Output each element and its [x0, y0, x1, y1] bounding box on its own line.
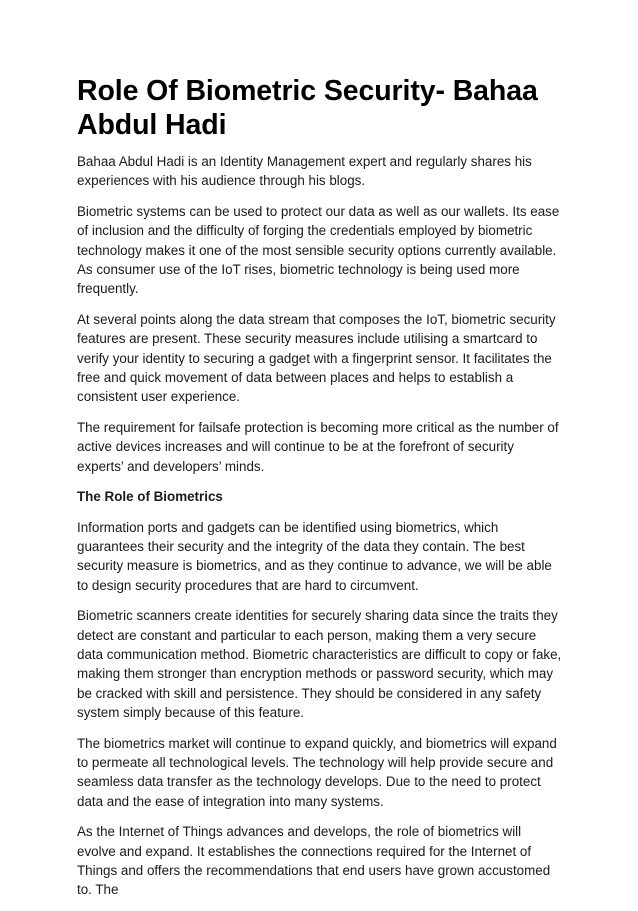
document-body — [77, 74, 563, 911]
section-paragraph-1: Information ports and gadgets can be identified using biometrics, which guarantees their security and the integrity of the data they contain. The best security measure is biometrics, and as they continue to advance, we will be able to design security procedures that are hard to circumvent. — [77, 519, 552, 593]
intro-paragraph-3: At several points along the data stream that composes the IoT, biometric security features are present. These security measures include utilising a smartcard to verify your identity to securing a gadget with a fingerprint sensor. It facilitates the free and quick movement of data between places and helps to establish a consistent user experience. — [77, 311, 556, 405]
document-title: Role Of Biometric Security- Bahaa Abdul Hadi — [77, 75, 538, 141]
section-paragraph-4: As the Internet of Things advances and develops, the role of biometrics will evolve and expand. It establishes the connections required for the Internet of Things and offers the recommendations that end users have grown accustomed to. The — [77, 824, 551, 898]
intro-paragraph-1: Bahaa Abdul Hadi is an Identity Management expert and regularly shares his experiences with his audience through his blogs. — [77, 154, 532, 189]
section-paragraph-3: The biometrics market will continue to expand quickly, and biometrics will expand to permeate all technological levels. The technology will help provide secure and seamless data transfer as the technology develops. Due to the need to protect data and the ease of integration into many systems. — [77, 735, 557, 809]
intro-paragraph-2: Biometric systems can be used to protect our data as well as our wallets. Its ease of inclusion and the difficulty of forging the credentials employed by biometric technology makes it one of the most sensible security options currently available. As consumer use of the IoT rises, biometric technology is being used more frequently. — [77, 203, 560, 297]
section-paragraph-2: Biometric scanners create identities for securely sharing data since the traits they detect are constant and particular to each person, making them a very secure data communication method. Biometric characteristics are difficult to copy or fake, making them stronger than encryption methods or password security, which may be cracked with skill and persistence. They should be considered in any safety system simply because of this feature. — [77, 608, 562, 721]
section-heading: The Role of Biometrics — [77, 489, 223, 505]
intro-paragraph-4: The requirement for failsafe protection is becoming more critical as the number of active devices increases and will continue to be at the forefront of security experts’ and developers’ minds. — [77, 419, 559, 474]
